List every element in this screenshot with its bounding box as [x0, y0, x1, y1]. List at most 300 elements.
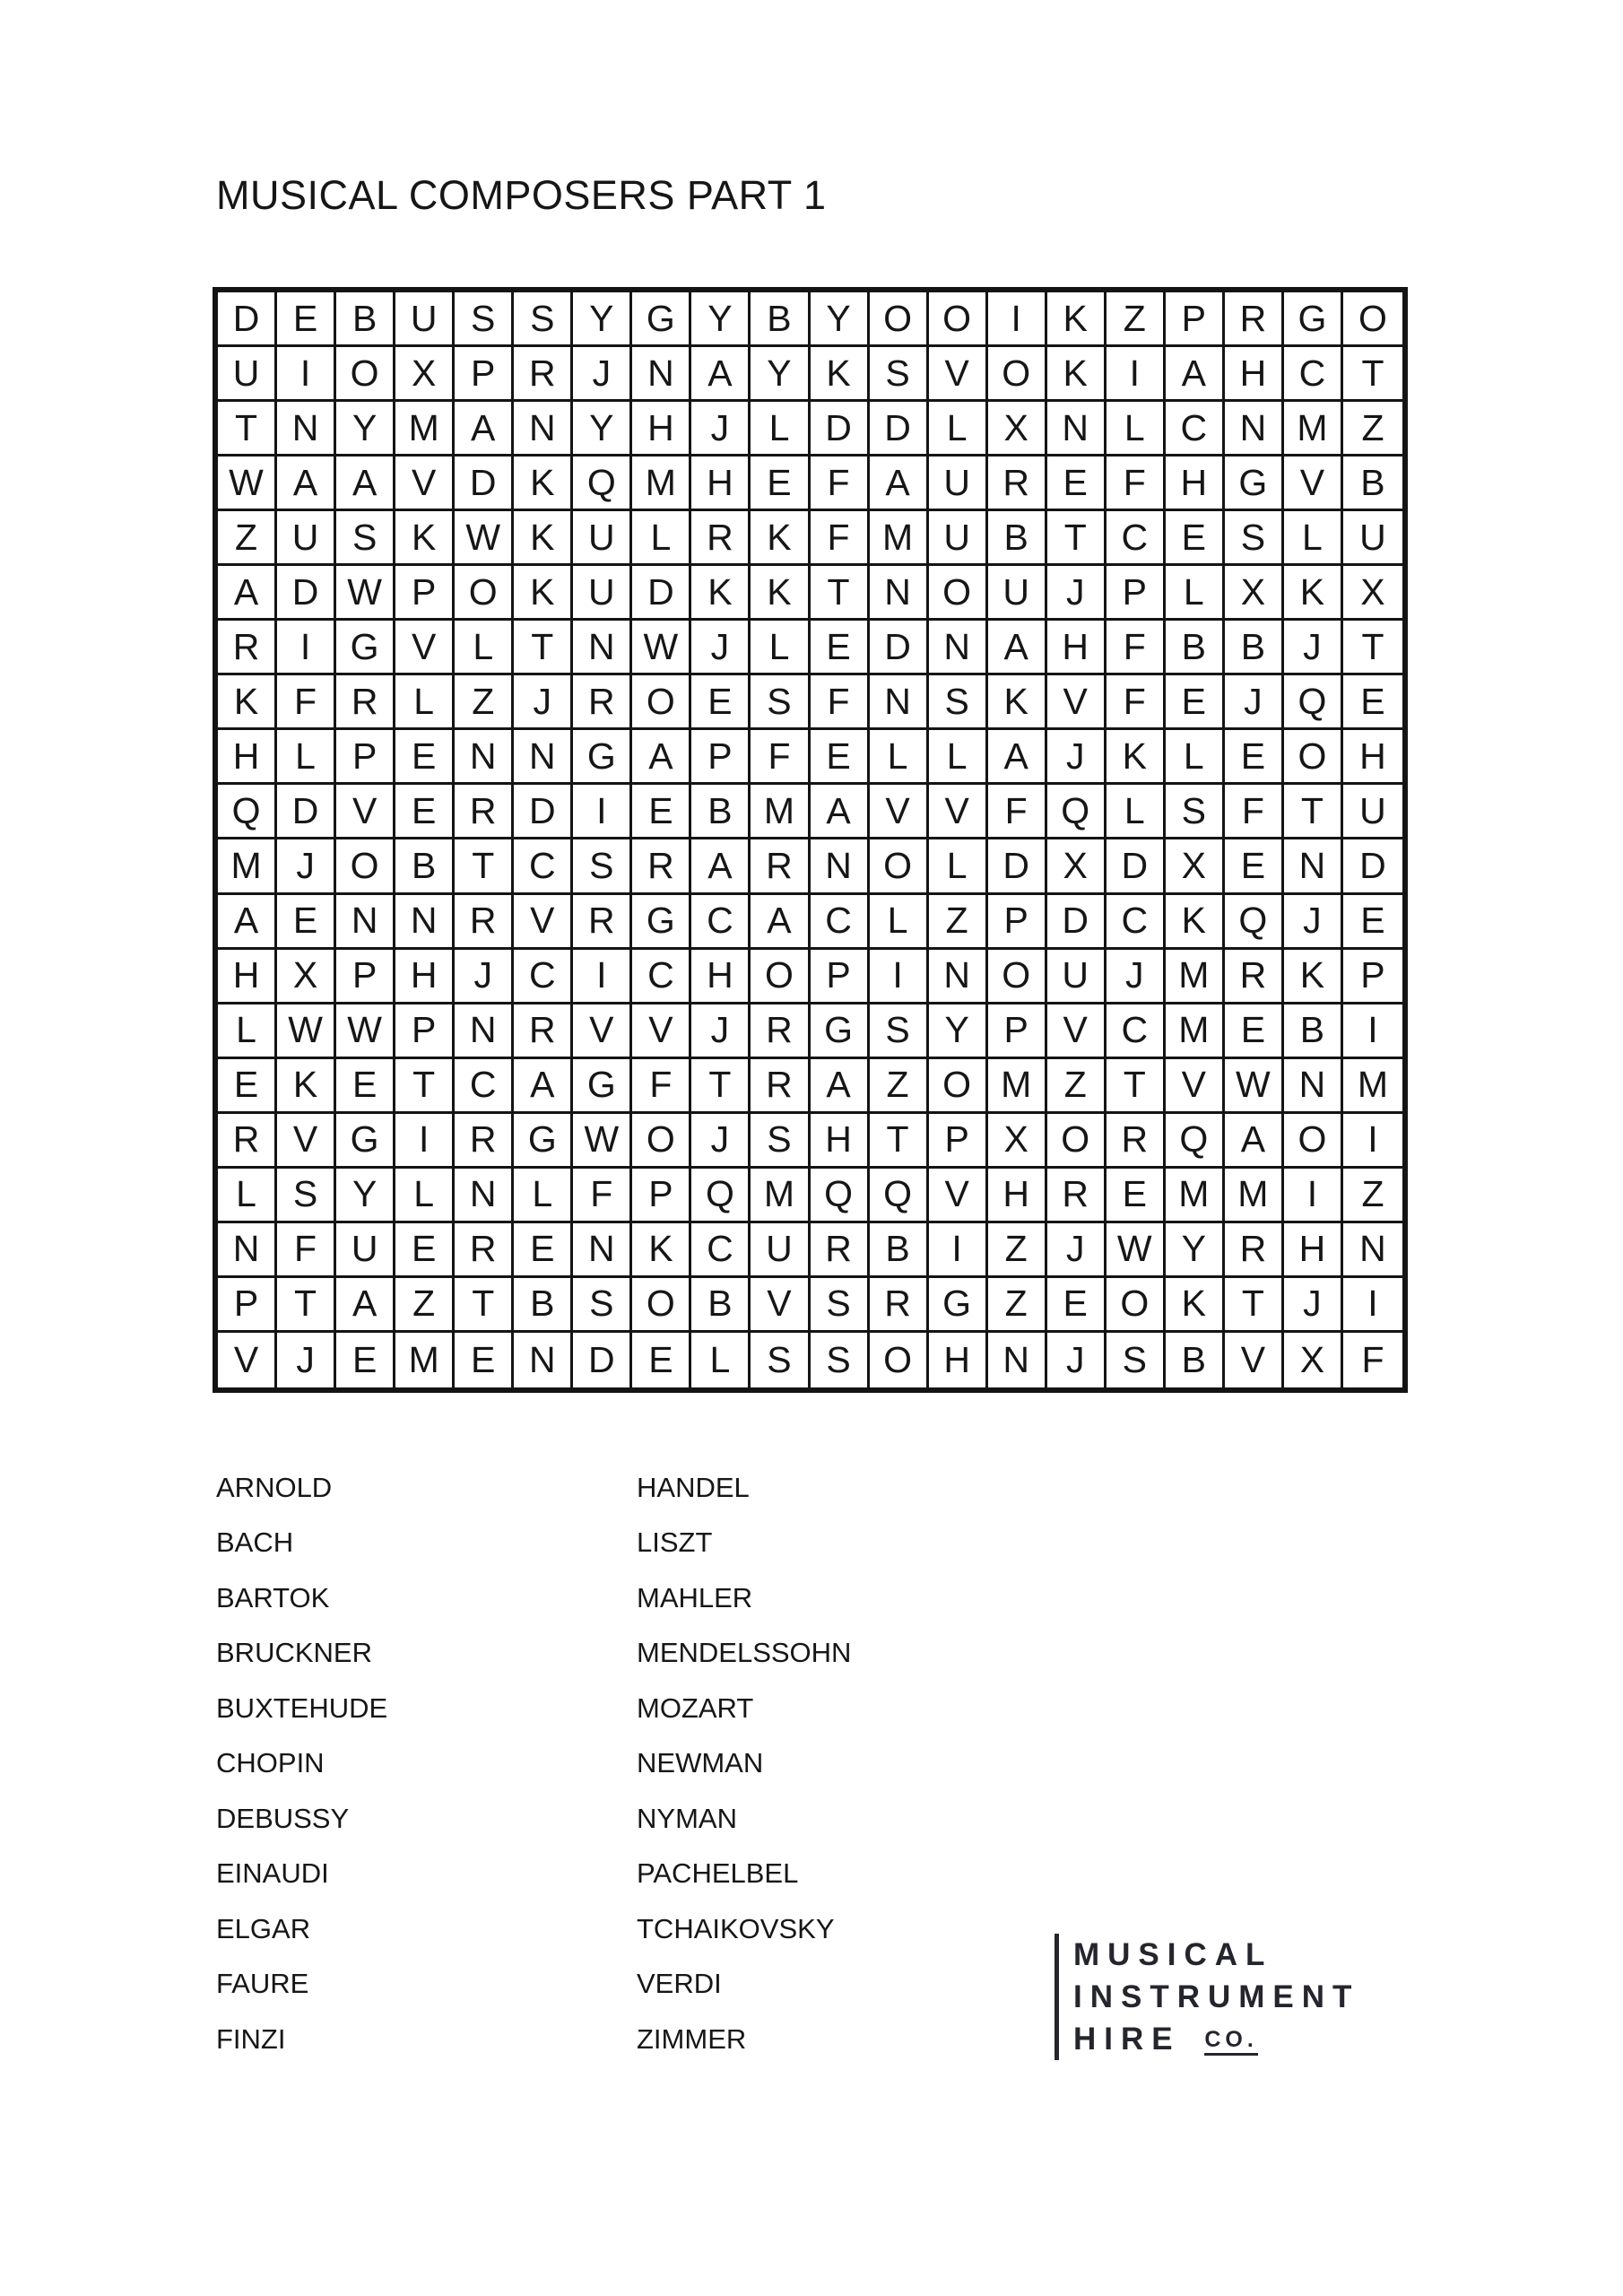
grid-cell: O [1284, 1114, 1343, 1169]
grid-cell: U [988, 566, 1047, 621]
grid-cell: I [988, 292, 1047, 347]
grid-cell: N [1343, 1223, 1402, 1278]
grid-cell: A [514, 1059, 573, 1114]
grid-cell: C [1166, 402, 1225, 457]
grid-cell: H [811, 1114, 870, 1169]
grid-cell: G [632, 292, 691, 347]
grid-cell: G [514, 1114, 573, 1169]
grid-cell: U [573, 511, 632, 566]
grid-cell: D [514, 785, 573, 839]
grid-cell: G [1284, 292, 1343, 347]
logo-word-hire: HIRE [1073, 2022, 1181, 2057]
grid-cell: K [514, 566, 573, 621]
grid-cell: I [1343, 1004, 1402, 1059]
grid-cell: Q [573, 457, 632, 511]
grid-cell: M [870, 511, 929, 566]
grid-cell: N [514, 1333, 573, 1387]
word-item: ELGAR [216, 1912, 311, 1944]
grid-cell: E [455, 1333, 514, 1387]
grid-cell: V [751, 1278, 810, 1333]
grid-cell: T [691, 1059, 751, 1114]
grid-cell: T [1225, 1278, 1284, 1333]
word-item: VERDI [637, 1968, 722, 2000]
grid-cell: A [336, 1278, 395, 1333]
grid-cell: T [395, 1059, 455, 1114]
grid-cell: L [929, 730, 988, 785]
grid-cell: N [395, 895, 455, 950]
grid-cell: R [573, 895, 632, 950]
grid-cell: A [277, 457, 336, 511]
grid-cell: I [1284, 1169, 1343, 1223]
word-item: BACH [216, 1526, 294, 1559]
grid-cell: O [1107, 1278, 1166, 1333]
grid-cell: J [514, 675, 573, 730]
grid-cell: R [691, 511, 751, 566]
grid-cell: O [1284, 730, 1343, 785]
grid-cell: B [988, 511, 1047, 566]
grid-cell: L [870, 730, 929, 785]
grid-cell: P [988, 1004, 1047, 1059]
word-item: DEBUSSY [216, 1802, 350, 1834]
grid-cell: N [1284, 1059, 1343, 1114]
grid-cell: L [395, 1169, 455, 1223]
grid-cell: V [395, 621, 455, 675]
grid-cell: S [811, 1333, 870, 1387]
grid-cell: T [1343, 347, 1402, 402]
grid-cell: E [1225, 730, 1284, 785]
grid-cell: E [1107, 1169, 1166, 1223]
grid-cell: X [277, 950, 336, 1004]
grid-cell: D [218, 292, 277, 347]
grid-cell: A [811, 1059, 870, 1114]
grid-cell: U [336, 1223, 395, 1278]
grid-cell: X [1225, 566, 1284, 621]
grid-cell: H [691, 457, 751, 511]
grid-cell: V [395, 457, 455, 511]
grid-cell: R [218, 621, 277, 675]
grid-cell: O [632, 675, 691, 730]
grid-cell: D [870, 621, 929, 675]
grid-cell: B [1166, 621, 1225, 675]
grid-cell: V [1225, 1333, 1284, 1387]
grid-cell: R [218, 1114, 277, 1169]
logo-word-co: CO. [1204, 2029, 1257, 2056]
grid-cell: Z [988, 1278, 1047, 1333]
grid-cell: L [870, 895, 929, 950]
word-item: BRUCKNER [216, 1637, 372, 1669]
grid-cell: I [870, 950, 929, 1004]
grid-cell: L [1284, 511, 1343, 566]
grid-cell: L [751, 402, 810, 457]
grid-cell: E [632, 1333, 691, 1387]
grid-cell: P [395, 1004, 455, 1059]
grid-cell: B [395, 839, 455, 894]
grid-cell: R [455, 895, 514, 950]
grid-cell: B [1166, 1333, 1225, 1387]
grid-cell: B [691, 1278, 751, 1333]
grid-cell: Y [751, 347, 810, 402]
grid-cell: E [1047, 457, 1107, 511]
grid-cell: N [1225, 402, 1284, 457]
grid-cell: Z [1343, 402, 1402, 457]
grid-cell: Z [1047, 1059, 1107, 1114]
grid-cell: Y [573, 292, 632, 347]
grid-cell: N [514, 730, 573, 785]
grid-cell: M [632, 457, 691, 511]
grid-cell: M [988, 1059, 1047, 1114]
grid-cell: K [514, 511, 573, 566]
grid-cell: G [336, 621, 395, 675]
grid-cell: P [1166, 292, 1225, 347]
grid-cell: E [277, 895, 336, 950]
grid-cell: E [1166, 511, 1225, 566]
grid-cell: N [811, 839, 870, 894]
grid-cell: X [988, 402, 1047, 457]
grid-cell: P [632, 1169, 691, 1223]
grid-cell: I [1343, 1114, 1402, 1169]
grid-cell: S [751, 1114, 810, 1169]
word-item: MOZART [637, 1692, 754, 1724]
grid-cell: J [691, 1114, 751, 1169]
grid-cell: R [1225, 1223, 1284, 1278]
grid-cell: U [751, 1223, 810, 1278]
grid-cell: I [929, 1223, 988, 1278]
grid-cell: Z [395, 1278, 455, 1333]
grid-cell: S [751, 1333, 810, 1387]
grid-cell: T [514, 621, 573, 675]
grid-cell: F [1225, 785, 1284, 839]
grid-cell: A [811, 785, 870, 839]
grid-cell: B [691, 785, 751, 839]
grid-cell: R [988, 457, 1047, 511]
grid-cell: N [870, 566, 929, 621]
grid-cell: Q [1225, 895, 1284, 950]
grid-cell: F [1107, 457, 1166, 511]
grid-cell: P [1107, 566, 1166, 621]
grid-cell: U [929, 511, 988, 566]
grid-cell: K [395, 511, 455, 566]
grid-cell: H [1166, 457, 1225, 511]
grid-cell: F [277, 1223, 336, 1278]
grid-cell: X [395, 347, 455, 402]
grid-cell: T [455, 1278, 514, 1333]
grid-cell: D [277, 566, 336, 621]
grid-cell: R [455, 1114, 514, 1169]
grid-cell: Q [811, 1169, 870, 1223]
grid-cell: K [632, 1223, 691, 1278]
grid-cell: K [1284, 950, 1343, 1004]
grid-cell: O [870, 839, 929, 894]
grid-cell: O [870, 1333, 929, 1387]
word-item: ZIMMER [637, 2022, 747, 2055]
grid-cell: F [811, 675, 870, 730]
grid-cell: E [395, 1223, 455, 1278]
grid-cell: W [336, 566, 395, 621]
grid-cell: F [1361, 1338, 1384, 1380]
grid-cell: N [573, 1223, 632, 1278]
grid-cell: I [1107, 347, 1166, 402]
grid-cell: Q [218, 785, 277, 839]
grid-cell: J [1225, 675, 1284, 730]
grid-cell: A [632, 730, 691, 785]
grid-cell: F [751, 730, 810, 785]
grid-cell: U [573, 566, 632, 621]
grid-cell: O [929, 566, 988, 621]
grid-cell: S [277, 1169, 336, 1223]
grid-cell: C [632, 950, 691, 1004]
grid-cell: K [514, 457, 573, 511]
grid-cell: X [988, 1114, 1047, 1169]
grid-cell: L [1166, 730, 1225, 785]
grid-cell: N [455, 1004, 514, 1059]
grid-cell: M [1343, 1059, 1402, 1114]
grid-cell: L [455, 621, 514, 675]
grid-cell: D [1107, 839, 1166, 894]
grid-cell: K [691, 566, 751, 621]
grid-cell: A [218, 566, 277, 621]
word-item: BUXTEHUDE [216, 1692, 388, 1724]
grid-cell: O [632, 1278, 691, 1333]
grid-cell: P [218, 1278, 277, 1333]
logo-line-instrument: INSTRUMENT [1073, 1979, 1360, 2014]
grid-cell: N [929, 950, 988, 1004]
grid-cell: E [751, 457, 810, 511]
grid-cell: L [514, 1169, 573, 1223]
grid-cell: S [870, 1004, 929, 1059]
grid-cell: Z [870, 1059, 929, 1114]
grid-cell: V [870, 785, 929, 839]
grid-cell: L [929, 402, 988, 457]
grid-cell: L [1107, 785, 1166, 839]
grid-cell: G [1225, 457, 1284, 511]
grid-cell: O [988, 347, 1047, 402]
grid-cell: G [929, 1278, 988, 1333]
grid-cell: V [514, 895, 573, 950]
grid-cell: R [336, 675, 395, 730]
grid-cell: J [1047, 730, 1107, 785]
grid-cell: S [929, 675, 988, 730]
grid-cell: J [277, 1333, 336, 1387]
logo-line-hire-co [1073, 2018, 1359, 2060]
grid-cell: R [1225, 950, 1284, 1004]
grid-cell: F [632, 1059, 691, 1114]
grid-cell: E [336, 1333, 395, 1387]
grid-cell: N [277, 402, 336, 457]
grid-cell: H [1225, 347, 1284, 402]
grid-cell: R [751, 1059, 810, 1114]
grid-cell: V [277, 1114, 336, 1169]
grid-cell: E [277, 292, 336, 347]
grid-cell: H [1284, 1223, 1343, 1278]
grid-cell: E [1225, 1004, 1284, 1059]
grid-cell: N [455, 1169, 514, 1223]
grid-cell: K [218, 675, 277, 730]
grid-cell: E [514, 1223, 573, 1278]
grid-cell: J [277, 839, 336, 894]
grid-cell: R [455, 1223, 514, 1278]
grid-cell: W [455, 511, 514, 566]
grid-cell: P [455, 347, 514, 402]
grid-cell: V [1047, 1004, 1107, 1059]
grid-cell: R [751, 1004, 810, 1059]
grid-cell: N [870, 675, 929, 730]
grid-cell: G [573, 730, 632, 785]
grid-cell: B [751, 292, 810, 347]
grid-cell: M [1284, 402, 1343, 457]
grid-cell: S [1225, 511, 1284, 566]
grid-cell: I [277, 621, 336, 675]
word-item: MENDELSSOHN [637, 1637, 852, 1669]
grid-cell: X [1284, 1333, 1343, 1387]
grid-cell: Z [929, 895, 988, 950]
grid-cell: V [1047, 675, 1107, 730]
grid-cell: S [573, 839, 632, 894]
grid-cell: L [632, 511, 691, 566]
grid-cell: J [691, 402, 751, 457]
grid-cell: O [988, 950, 1047, 1004]
word-item: MAHLER [637, 1581, 753, 1613]
grid-cell: F [573, 1169, 632, 1223]
grid-cell: H [1343, 730, 1402, 785]
grid-cell: S [870, 347, 929, 402]
grid-cell: E [395, 785, 455, 839]
grid-cell: N [632, 347, 691, 402]
grid-cell: F [988, 785, 1047, 839]
grid-cell: C [514, 950, 573, 1004]
grid-cell: A [691, 347, 751, 402]
grid-cell: R [514, 1004, 573, 1059]
grid-cell: E [1225, 839, 1284, 894]
word-item: FAURE [216, 1968, 309, 2000]
grid-cell: A [751, 895, 810, 950]
grid-cell: O [455, 566, 514, 621]
grid-cell: M [751, 785, 810, 839]
grid-cell: P [691, 730, 751, 785]
grid-cell: O [336, 347, 395, 402]
grid-cell: H [218, 950, 277, 1004]
grid-cell: P [336, 730, 395, 785]
grid-cell: C [514, 839, 573, 894]
grid-cell: Y [811, 292, 870, 347]
grid-cell: T [1343, 621, 1402, 675]
grid-cell: P [1343, 950, 1402, 1004]
grid-cell: E [218, 1059, 277, 1114]
grid-cell: T [455, 839, 514, 894]
grid-cell: E [1166, 675, 1225, 730]
grid-cell: Y [929, 1004, 988, 1059]
grid-cell: I [1343, 1278, 1402, 1333]
grid-cell: D [573, 1333, 632, 1387]
grid-cell: O [929, 1059, 988, 1114]
grid-cell: T [811, 566, 870, 621]
grid-cell: N [336, 895, 395, 950]
grid-cell: A [455, 402, 514, 457]
grid-cell: F [1107, 675, 1166, 730]
grid-cell: V [1284, 457, 1343, 511]
grid-cell: D [1343, 839, 1402, 894]
grid-cell: H [218, 730, 277, 785]
grid-cell: W [336, 1004, 395, 1059]
grid-cell: D [1047, 895, 1107, 950]
word-item: FINZI [216, 2022, 286, 2055]
word-list-column-2 [637, 1460, 851, 2067]
grid-cell: A [1166, 347, 1225, 402]
grid-cell: M [395, 1333, 455, 1387]
grid-cell: D [277, 785, 336, 839]
grid-cell: S [751, 675, 810, 730]
grid-cell: E [691, 675, 751, 730]
grid-cell: K [1047, 292, 1107, 347]
grid-cell: O [870, 292, 929, 347]
grid-cell: L [277, 730, 336, 785]
grid-cell: T [1047, 511, 1107, 566]
grid-cell: C [1107, 511, 1166, 566]
grid-cell: C [455, 1059, 514, 1114]
logo-line-musical: MUSICAL [1073, 1937, 1273, 1972]
grid-cell: P [336, 950, 395, 1004]
grid-cell: P [395, 566, 455, 621]
grid-cell: J [691, 621, 751, 675]
grid-cell: C [1107, 895, 1166, 950]
grid-cell: Z [455, 675, 514, 730]
grid-cell: M [218, 839, 277, 894]
grid-cell: Q [1166, 1114, 1225, 1169]
grid-cell: M [1166, 1004, 1225, 1059]
grid-cell: M [1166, 1169, 1225, 1223]
grid-cell: E [1047, 1278, 1107, 1333]
grid-cell: R [514, 347, 573, 402]
grid-cell: R [751, 839, 810, 894]
grid-cell: O [929, 292, 988, 347]
grid-cell: R [1047, 1169, 1107, 1223]
grid-cell: A [691, 839, 751, 894]
grid-cell: U [929, 457, 988, 511]
grid-cell: G [336, 1114, 395, 1169]
word-item: EINAUDI [216, 1857, 329, 1890]
grid-cell: K [751, 566, 810, 621]
grid-cell: W [277, 1004, 336, 1059]
grid-cell: S [336, 511, 395, 566]
grid-cell: U [277, 511, 336, 566]
grid-cell: H [632, 402, 691, 457]
grid-cell: K [277, 1059, 336, 1114]
grid-cell: P [988, 895, 1047, 950]
word-item: PACHELBEL [637, 1857, 799, 1890]
grid-cell: B [1225, 621, 1284, 675]
grid-cell: V [218, 1333, 277, 1387]
grid-cell: O [1343, 292, 1402, 347]
grid-cell: Y [691, 292, 751, 347]
grid-cell: S [514, 292, 573, 347]
grid-cell: W [218, 457, 277, 511]
grid-cell: B [1343, 457, 1402, 511]
word-item: NYMAN [637, 1802, 737, 1834]
grid-cell: R [1225, 292, 1284, 347]
grid-cell: V [929, 1169, 988, 1223]
grid-cell: E [336, 1059, 395, 1114]
grid-cell: I [277, 347, 336, 402]
grid-cell: T [1107, 1059, 1166, 1114]
grid-cell: D [455, 457, 514, 511]
grid-cell: X [1343, 566, 1402, 621]
grid-cell: L [395, 675, 455, 730]
word-item: ARNOLD [216, 1471, 333, 1503]
grid-cell: R [632, 839, 691, 894]
grid-cell: H [988, 1169, 1047, 1223]
grid-cell: S [1107, 1333, 1166, 1387]
grid-cell: H [691, 950, 751, 1004]
grid-cell: C [691, 895, 751, 950]
